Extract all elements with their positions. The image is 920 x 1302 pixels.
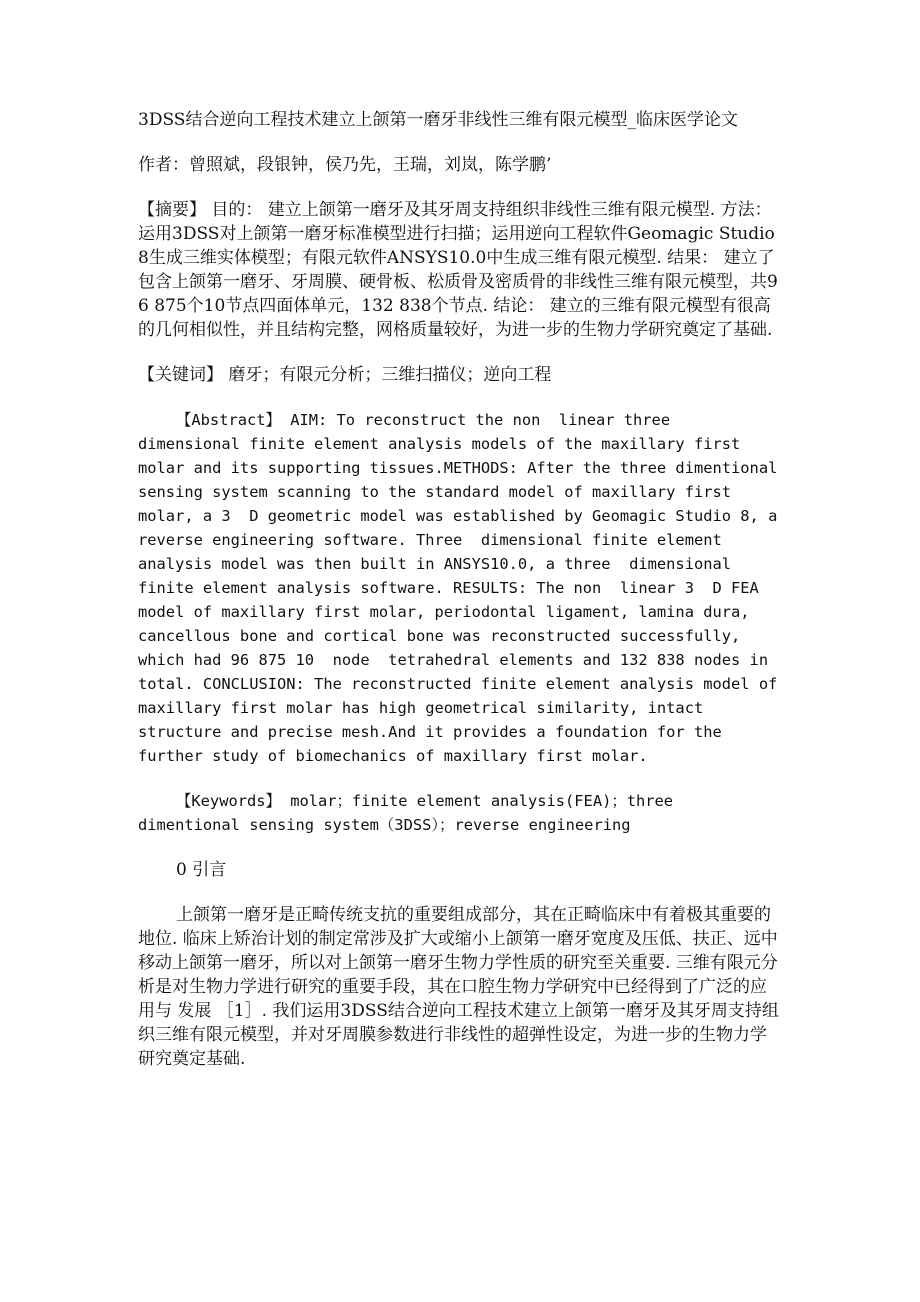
keywords-chinese-label: 【关键词】 — [138, 365, 223, 385]
author-line — [138, 153, 782, 177]
section-heading: 0 引言 — [176, 860, 227, 880]
keywords-chinese — [138, 363, 782, 387]
document-title: 3DSS结合逆向工程技术建立上颌第一磨牙非线性三维有限元模型_临床医学论文 — [138, 110, 738, 130]
abstract-chinese-text: 目的： 建立上颌第一磨牙及其牙周支持组织非线性三维有限元模型. 方法： 运用3DSS对上颌第一磨牙标准模型进行扫描；运用逆向工程软件Geomagic Studio 8生成三维实体模型；有限元软件ANSYS10.0中生成三维有限元模型. 结果： 建立了包含上颌第一磨牙、牙周膜、硬骨板、松质骨及密质骨的非线性三维有限元模型，共96 875个10节点四面体单元，132 838个节点. 结论： 建立的三维有限元模型有很高的几何相似性，并且结构完整，网格质量较好，为进一步的生物力学研究奠定了基础. — [138, 200, 778, 340]
keywords-english — [138, 789, 782, 837]
abstract-english — [138, 408, 787, 768]
keywords-english-label: 【Keywords】 — [176, 792, 281, 810]
abstract-chinese-label: 【摘要】 — [138, 200, 206, 220]
abstract-chinese — [138, 198, 782, 342]
keywords-chinese-text: 磨牙；有限元分析；三维扫描仪；逆向工程 — [223, 365, 552, 385]
document-page — [138, 108, 787, 1071]
abstract-english-text: AIM: To reconstruct the non linear three dimensional finite element analysis models of the maxillary first molar and its supporting tissues.METHODS: After the three dimentional sensing system scanning to the standard model of maxillary first molar, a 3 D geometric model was established by Geomagic Studio 8, a reverse engineering software. Three dimensional finite element analysis model was then built in ANSYS10.0, a three dimensional finite element analysis software. RESULTS: The non linear 3 D FEA model of maxillary first molar, periodontal ligament, lamina dura, cancellous bone and cortical bone was reconstructed successfully, which had 96 875 10 node tetrahedral elements and 132 838 nodes in total. CONCLUSION: The reconstructed finite element analysis model of maxillary first molar has high geometrical similarity, intact structure and precise mesh.And it provides a foundation for the further study of biomechanics of maxillary first molar. — [138, 411, 787, 765]
authors-list: 曾照斌，段银钟，侯乃先，王瑞，刘岚，陈学鹏’ — [189, 155, 552, 175]
intro-paragraph: 上颌第一磨牙是正畸传统支抗的重要组成部分，其在正畸临床中有着极其重要的地位. 临床上矫治计划的制定常涉及扩大或缩小上颌第一磨牙宽度及压低、扶正、远中移动上颌第一磨牙，所以对上颌第一磨牙生物力学性质的研究至关重要. 三维有限元分析是对生物力学进行研究的重要手段，其在口腔生物力学研究中已经得到了广泛的应用与 发展 ［1］. 我们运用3DSS结合逆向工程技术建立上颌第一磨牙及其牙周支持组织三维有限元模型，并对牙周膜参数进行非线性的超弹性设定，为进一步的生物力学研究奠定基础. — [138, 905, 779, 1069]
abstract-english-label: 【Abstract】 — [176, 411, 281, 429]
authors-label: 作者： — [138, 155, 189, 175]
keywords-english-text: molar；finite element analysis(FEA)；three dimentional sensing system（3DSS）；reverse engineering — [138, 792, 683, 834]
